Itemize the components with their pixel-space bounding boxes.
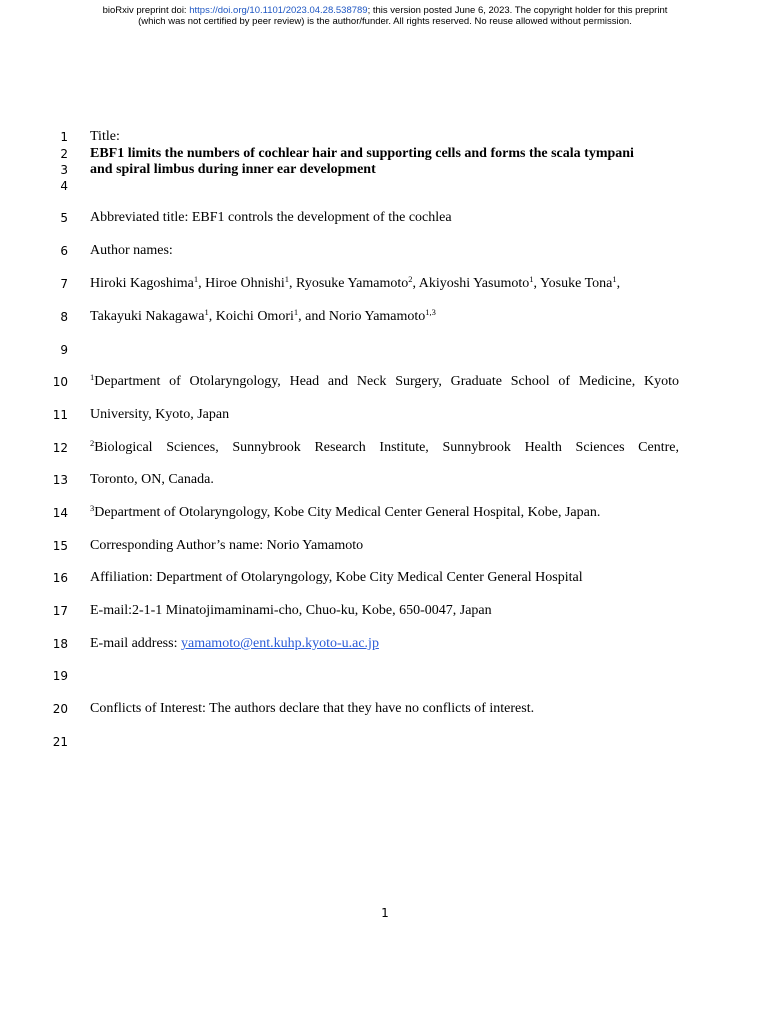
doi-link[interactable]: https://doi.org/10.1101/2023.04.28.538789 [189, 5, 368, 16]
title-line-1: EBF1 limits the numbers of cochlear hair and supporting cells and forms the scala tympani [90, 146, 634, 161]
line-number: 10 [52, 375, 68, 389]
preprint-notice-line1 [0, 5, 770, 16]
author-affiliation-sup: 1 [293, 307, 299, 317]
email-line [90, 636, 379, 652]
author-separator: , [412, 276, 419, 291]
title-label: Title: [90, 129, 120, 144]
author-names-label: Author names: [90, 243, 173, 258]
email-link[interactable]: yamamoto@ent.kuhp.kyoto-u.ac.jp [180, 636, 379, 651]
affiliation-text: Biological Sciences, Sunnybrook Research Institute, Sunnybrook Health Sciences Centre, [94, 440, 679, 455]
affiliation-sup: 1 [90, 372, 95, 382]
line-number: 5 [60, 211, 68, 225]
author-line-2 [90, 309, 436, 325]
line-number: 13 [52, 473, 68, 487]
line-number: 14 [52, 506, 68, 520]
corresponding-affiliation: Affiliation: Department of Otolaryngology, Kobe City Medical Center General Hospital [90, 570, 583, 585]
author-separator: , [533, 276, 540, 291]
author-affiliation-sup: 1,3 [425, 307, 436, 317]
author-name: Takayuki Nakagawa [90, 309, 205, 324]
line-number: 16 [52, 571, 68, 585]
line-number: 2 [60, 147, 68, 161]
affiliation-sup: 3 [90, 503, 95, 513]
author-name: Norio Yamamoto [328, 309, 426, 324]
line-number: 6 [60, 244, 68, 258]
author-affiliation-sup: 2 [408, 274, 413, 284]
affiliation-1-line-1 [90, 374, 679, 390]
affiliation-sup: 2 [90, 438, 95, 448]
affiliation-2-line-1 [90, 440, 679, 456]
author-name: Ryosuke Yamamoto [296, 276, 409, 291]
line-number: 4 [60, 179, 68, 193]
author-affiliation-sup: 1 [204, 307, 209, 317]
author-name: Yosuke Tona [539, 276, 613, 291]
line-number: 1 [60, 130, 68, 144]
corresponding-author: Corresponding Author’s name: Norio Yamamoto [90, 538, 364, 553]
title-line-2: and spiral limbus during inner ear development [90, 162, 376, 177]
email-label: E-mail address: [90, 636, 181, 651]
author-separator: , and [298, 309, 329, 324]
postal-address: E-mail:2-1-1 Minatojimaminami-cho, Chuo-ku, Kobe, 650-0047, Japan [90, 603, 492, 618]
line-number: 3 [60, 163, 68, 177]
line-number: 9 [60, 343, 68, 357]
line-number: 17 [52, 604, 68, 618]
author-name: Akiyoshi Yasumoto [418, 276, 530, 291]
author-affiliation-sup: 1 [612, 274, 617, 284]
line-number: 20 [52, 702, 68, 716]
author-separator: , [198, 276, 206, 291]
preprint-notice-line2: (which was not certified by peer review) is the author/funder. All rights reserved. No reuse allowed without permission. [138, 16, 632, 27]
preprint-notice [0, 5, 770, 27]
line-number: 11 [52, 408, 68, 422]
line-number: 15 [52, 539, 68, 553]
author-separator: , [208, 309, 216, 324]
author-separator: , [616, 276, 621, 291]
conflicts-of-interest: Conflicts of Interest: The authors declare that they have no conflicts of interest. [90, 701, 535, 716]
page-number: 1 [381, 906, 389, 920]
author-affiliation-sup: 1 [529, 274, 534, 284]
author-name: Koichi Omori [215, 309, 294, 324]
line-number: 12 [52, 441, 68, 455]
line-number: 21 [52, 735, 68, 749]
author-affiliation-sup: 1 [193, 274, 199, 284]
line-number: 19 [52, 669, 68, 683]
preprint-doi-prefix: bioRxiv preprint doi: [102, 5, 190, 16]
line-number: 8 [60, 310, 68, 324]
affiliation-3-line-1 [90, 505, 600, 521]
author-line-1 [90, 276, 620, 292]
abbreviated-title: Abbreviated title: EBF1 controls the development of the cochlea [90, 210, 452, 225]
affiliation-text: Department of Otolaryngology, Kobe City Medical Center General Hospital, Kobe, Japan. [94, 505, 601, 520]
line-number: 18 [52, 637, 68, 651]
affiliation-2-line-2: Toronto, ON, Canada. [90, 472, 214, 487]
preprint-notice-suffix: ; this version posted June 6, 2023. The copyright holder for this preprint [367, 5, 668, 16]
author-affiliation-sup: 1 [284, 274, 290, 284]
affiliation-1-line-2: University, Kyoto, Japan [90, 407, 230, 422]
author-name: Hiroki Kagoshima [90, 276, 194, 291]
author-separator: , [289, 276, 297, 291]
author-name: Hiroe Ohnishi [205, 276, 285, 291]
line-number: 7 [60, 277, 68, 291]
affiliation-text: Department of Otolaryngology, Head and Neck Surgery, Graduate School of Medicine, Kyoto [94, 374, 679, 389]
